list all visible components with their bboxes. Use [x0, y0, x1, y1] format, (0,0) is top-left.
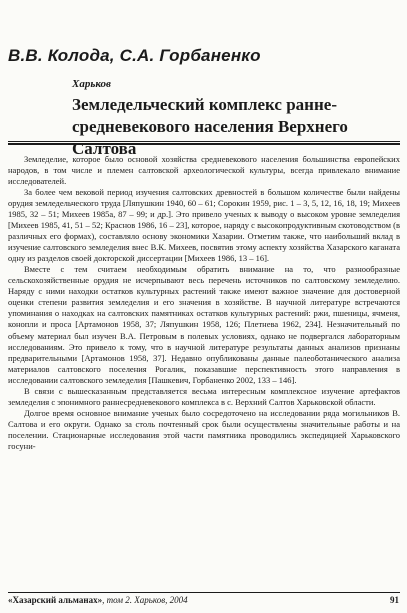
paragraph: В связи с вышесказанным представляется весьма интересным комплексное изучение артефактов земледелия с эпонимного раннесредневекового комплекса в с. Верхний Салтов Харьковской области.: [8, 385, 400, 407]
article-title: Земледельческий комплекс ранне-средневекового населения Верхнего Салтова: [72, 95, 348, 158]
footer-rule: [8, 592, 400, 593]
article-authors: В.В. Колода, С.А. Горбаненко: [8, 46, 261, 65]
page-number: 91: [390, 595, 399, 605]
running-footer: [8, 595, 188, 605]
paragraph: За более чем вековой период изучения салтовских древностей в большом количестве были найдены орудия земледельческого труда [Ляпушкин 1940, 60 – 61; Сорокин 1959, рис. 1 – 3, 5, 12, 16, 18, 19; Михеев 1985, 32 – 51; Михеев 1985а, 87 – 99; и др.]. Это привело ученых к выводу о высоком уровне земледелия [Михеев 1985, 41, 51 – 52; Краснов 1986, 16 – 23], которое, наряду с высокопродуктивным скотоводством (в различных его формах), составляло основу экономики Хазарии. Отметим также, что наибольший вклад в изучение салтовского земледелия внес В.К. Михеев, посвятив этому аспекту хозяйства Хазарского каганата одну из разделов своей докторской диссертации [Михеев 1986, 13 – 16].: [8, 187, 400, 264]
paragraph: Земледелие, которое было основой хозяйства средневекового населения большинства европейских народов, в том числе и племен салтовской археологической культуры, всегда привлекало внимание исследователей.: [8, 154, 400, 187]
title-rule: [8, 141, 400, 142]
journal-name: «Хазарский альманах»: [8, 595, 103, 605]
title-rule-thick: [8, 143, 400, 145]
author-city: Харьков: [72, 78, 111, 90]
journal-details: , том 2. Харьков, 2004: [102, 595, 188, 605]
paragraph: Долгое время основное внимание ученых было сосредоточено на исследовании ряда могильников В. Салтова и его округи. Однако за столь почтенный срок были осуществлены значительные работы и на поселении. Стационарные исследования этой части памятника проводились экспедицией Харьковского госуни-: [8, 407, 400, 451]
article-body: [8, 154, 400, 579]
paragraph: Вместе с тем считаем необходимым обратить внимание на то, что разнообразные сельскохозяйственные орудия не исчерпывают весь перечень источников по салтовскому земледелию. Наряду с ними находки остатков культурных растений также имеют важное значение для достоверной оценки степени развития земледелия и его значения в хозяйстве. В научной литературе встречаются упоминания о находках на салтовских памятниках остатков культурных растений: ржи, пшеницы, ячменя, конопли и проса [Артамонов 1958, 37; Ляпушкин 1958, 126; Плетнева 1962, 234]. Незначительный по объему материал был изучен В.А. Петровым в полевых условиях, однако не подвергался лабораторным исследованиям. Это привело к тому, что в научной литературе результаты данных анализов признаны предварительными [Артамонов 1958, 37]. Недавно опубликованы данные палеоботанического анализа материалов салтовского поселения Рогалик, показавшие перспективность этого направления в исследовании салтовского земледелия [Пашкевич, Горбаненко 2002, 133 – 146].: [8, 264, 400, 385]
